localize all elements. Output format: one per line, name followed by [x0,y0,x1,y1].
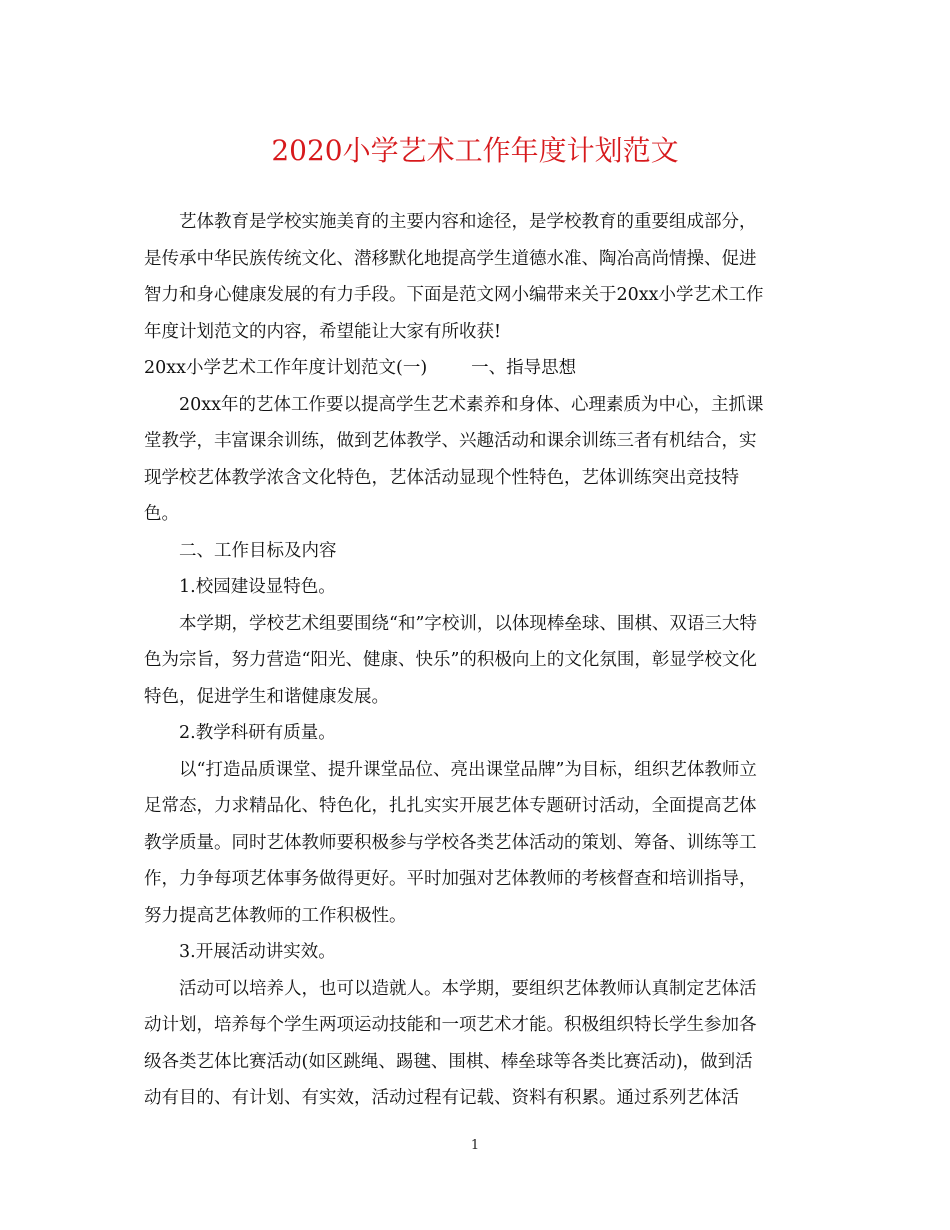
item2-line-5: 努力提高艺体教师的工作积极性。 [144,905,407,926]
item3-line-1: 活动可以培养人，也可以造就人。本学期，要组织艺体教师认真制定艺体活 [179,978,757,999]
page-number: 1 [470,1138,480,1153]
guiding-thought-line-4: 色。 [144,504,179,524]
document-body [144,204,814,1117]
guiding-thought-line-2: 堂教学，丰富课余训练，做到艺体教学、兴趣活动和课余训练三者有机结合，实 [144,431,757,451]
item3-line-4: 动有目的、有计划、有实效，活动过程有记载、资料有积累。通过系列艺体活 [144,1088,739,1108]
intro-line-4: 年度计划范文的内容，希望能让大家有所收获! [144,321,502,342]
intro-line-2: 是传承中华民族传统文化、潜移默化地提高学生道德水准、陶冶高尚情操、促进 [144,248,757,269]
document-title: 2020小学艺术工作年度计划范文 [271,134,679,167]
item1-title: 1.校园建设显特色。 [179,577,336,597]
item2-title: 2.教学科研有质量。 [179,723,336,743]
intro-line-1: 艺体教育是学校实施美育的主要内容和途径，是学校教育的重要组成部分， [179,212,757,232]
item1-line-1: 本学期，学校艺术组要围绕“和”字校训，以体现棒垒球、围棋、双语三大特 [179,613,757,634]
item3-title: 3.开展活动讲实效。 [179,942,336,962]
item1-line-2: 色为宗旨，努力营造“阳光、健康、快乐”的积极向上的文化氛围，彰显学校文化 [144,650,757,670]
item2-line-3: 教学质量。同时艺体教师要积极参与学校各类艺体活动的策划、筹备、训练等工 [144,832,757,853]
item2-line-4: 作，力争每项艺体事务做得更好。平时加强对艺体教师的考核督查和培训指导， [144,869,757,889]
intro-line-3: 智力和身心健康发展的有力手段。下面是范文网小编带来关于20xx小学艺术工作 [144,285,764,305]
guiding-thought-heading: 一、指导思想 [471,358,577,378]
item2-line-1: 以“打造品质课堂、提升课堂品位、亮出课堂品牌”为目标，组织艺体教师立 [179,759,757,780]
guiding-thought-line-3: 现学校艺体教学浓含文化特色，艺体活动显现个性特色，艺体训练突出竞技特 [144,467,739,488]
item3-line-3: 级各类艺体比赛活动(如区跳绳、踢毽、围棋、棒垒球等各类比赛活动)，做到活 [144,1051,753,1072]
guiding-thought-line-1: 20xx年的艺体工作要以提高学生艺术素养和身体、心理素质为中心，主抓课 [179,394,764,415]
goals-heading: 二、工作目标及内容 [179,540,337,561]
item1-line-3: 特色，促进学生和谐健康发展。 [144,686,389,707]
item3-line-2: 动计划，培养每个学生两项运动技能和一项艺术才能。积极组织特长学生参加各 [144,1015,757,1035]
section-heading [144,350,814,387]
section-heading-title: 20xx小学艺术工作年度计划范文(一) [144,358,428,378]
item2-line-2: 足常态，力求精品化、特色化，扎扎实实开展艺体专题研讨活动，全面提高艺体 [144,796,757,816]
